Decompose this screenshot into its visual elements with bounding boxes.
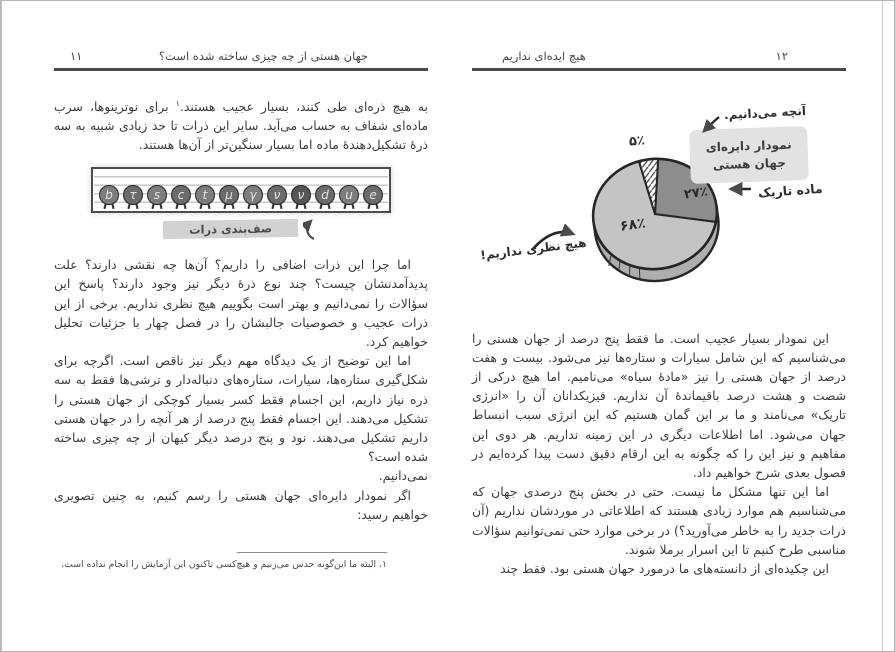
label-dark-matter: ماده تاریک: [757, 180, 824, 200]
page-right-header: [472, 1, 846, 68]
curved-arrow-up-icon: [303, 218, 319, 240]
page-number: ۱۲: [775, 49, 788, 63]
page-number: ۱۱: [70, 49, 83, 63]
lineup-caption: صف‌بندی ذرات: [163, 219, 298, 239]
page-left: [1, 1, 439, 651]
page-gutter: [439, 1, 446, 651]
value-27-percent: ۲۷٪: [683, 183, 709, 203]
arrow-to-5-slice-icon: [696, 114, 722, 138]
footnote-rule: [237, 552, 387, 553]
chart-title-line1: نمودار دایره‌ای: [705, 137, 792, 154]
pie-chart-figure: [472, 96, 846, 320]
footnote-area: [22, 552, 387, 571]
paragraph: اما این توضیح از یک دیدگاه مهم دیگر نیز ناقص است. اگرچه برای شکل‌گیری ستاره‌ها، سیارات، ستاره‌های دنباله‌دار و ترشی‌ها فقط به سه ذره نیاز داریم، این اجسام فقط کسر بسیار کوچکی از جهان هستی را تشکیل می‌دهند. این اجسام فقط پنج درصد از هر آنچه را در جهان هستی داریم تشکیل می‌دهند. نود و پنج درصد دیگر کیهان از چه چیزی ساخته شده است؟: [54, 353, 428, 465]
particle-lineup-band: [91, 167, 391, 213]
particle-circle: t: [195, 185, 215, 205]
particle-circle: b: [99, 185, 119, 205]
page-left-content: [2, 1, 439, 651]
page-left-header: [54, 1, 428, 68]
paragraph: اگر نمودار دایره‌ای جهان هستی را رسم کنیم، به چنین تصویری خواهیم رسید:: [54, 487, 428, 522]
footnote-marker: ۱: [175, 98, 180, 108]
paragraph: [54, 97, 428, 155]
page-right-content: [446, 1, 882, 651]
particle-circle: γ: [243, 185, 263, 205]
paragraph-text: به هیچ ذره‌ای طی کنند، بسیار عجیب هستند.: [179, 98, 428, 114]
value-68-percent: ۶۸٪: [619, 214, 647, 235]
particle-circle: d: [315, 185, 335, 205]
particle-circle: s: [147, 185, 167, 205]
particle-circle: μ: [219, 185, 239, 205]
particle-circle: ν: [267, 185, 287, 205]
header-rule: [54, 68, 428, 71]
paragraph: این نمودار بسیار عجیب است. ما فقط پنج درصد از جهان هستی را می‌شناسیم که این شامل سیارات و ستاره‌ها نیز می‌شود. بیست و هفت درصد از جهان هستی را نیز «مادهٔ سیاه» می‌نامیم. اما هیچ درکی از شصت و هشت درصد باقیماندهٔ آن نداریم. فیزیکدانان آن را «انرژی تاریک» می‌نامند و ما بر این گمان هستیم که این انرژی سبب انبساط جهان می‌شود. اما اطلاعات دیگری در این زمینه نداریم. هر دوی این مفاهیم و نیز این را که چگونه به این ارقام دقیق دست پیدا کرده‌ایم در فصول بعدی شرح خواهیم داد.: [472, 330, 846, 480]
header-rule: [472, 68, 846, 71]
lineup-caption-row: [91, 218, 391, 240]
paragraph: اما چرا این ذرات اضافی را داریم؟ آن‌ها چه نقشی دارند؟ علت پدیدآمدنشان چیست؟ چند نوع ذرهٔ دیگر نیز وجود دارند؟ پاسخ این سؤالات را نمی‌دانیم و بهتر است بگوییم هیچ نظری نداریم. برخی از این ذرات عجیب و خصوصیات جالبشان را در فصل چهار با جزئیات تحلیل خواهیم کرد.: [54, 257, 428, 349]
footnote-text: ۱. البته ما این‌گونه حدس می‌زنیم و هیچ‌کسی تاکنون این آزمایش را انجام نداده است.: [61, 559, 387, 570]
running-head: جهان هستی از چه چیزی ساخته شده است؟: [158, 49, 368, 63]
particle-circle: u: [339, 185, 359, 205]
label-no-idea: هیچ نظری نداریم!: [479, 235, 588, 262]
label-what-we-know: آنچه می‌دانیم.: [723, 103, 807, 122]
particle-circle: c: [171, 185, 191, 205]
paragraph-text: برای نوترینوها، سرب ماده‌ای شفاف به حساب می‌آید. سایر این ذرات تا حد زیادی شبیه به سه ذرهٔ تشکیل‌دهندهٔ ماده اما بسیار سنگین‌تر از آن‌ها هستند.: [54, 98, 428, 152]
particle-circle: e: [363, 185, 383, 205]
arrow-to-27-slice-icon: [722, 182, 754, 196]
paragraph: اما این تنها مشکل ما نیست. حتی در بخش پنج درصدی جهان که می‌شناسیم هم موارد زیادی هستند که اطلاعاتی در موردشان نداریم (آن ذرات جدید را به خاطر می‌آورید؟) در برخی موارد حتی نمی‌توانیم سؤالات مناسبی طرح کنیم تا این اسرار برملا شوند.: [472, 484, 846, 557]
running-head: هیچ ایده‌ای نداریم: [502, 49, 586, 63]
particle-circle: τ: [123, 185, 143, 205]
page-right: [446, 1, 883, 651]
paragraph: نمی‌دانیم.: [378, 468, 428, 484]
value-5-percent: ۵٪: [628, 132, 646, 150]
particle-lineup-figure: [91, 167, 391, 240]
paragraph: این چکیده‌ای از دانسته‌های ما درمورد جهان هستی بود. فقط چند: [500, 560, 829, 576]
particle-circle: ν: [291, 185, 311, 205]
chart-title-line2: جهان هستی: [712, 155, 787, 172]
